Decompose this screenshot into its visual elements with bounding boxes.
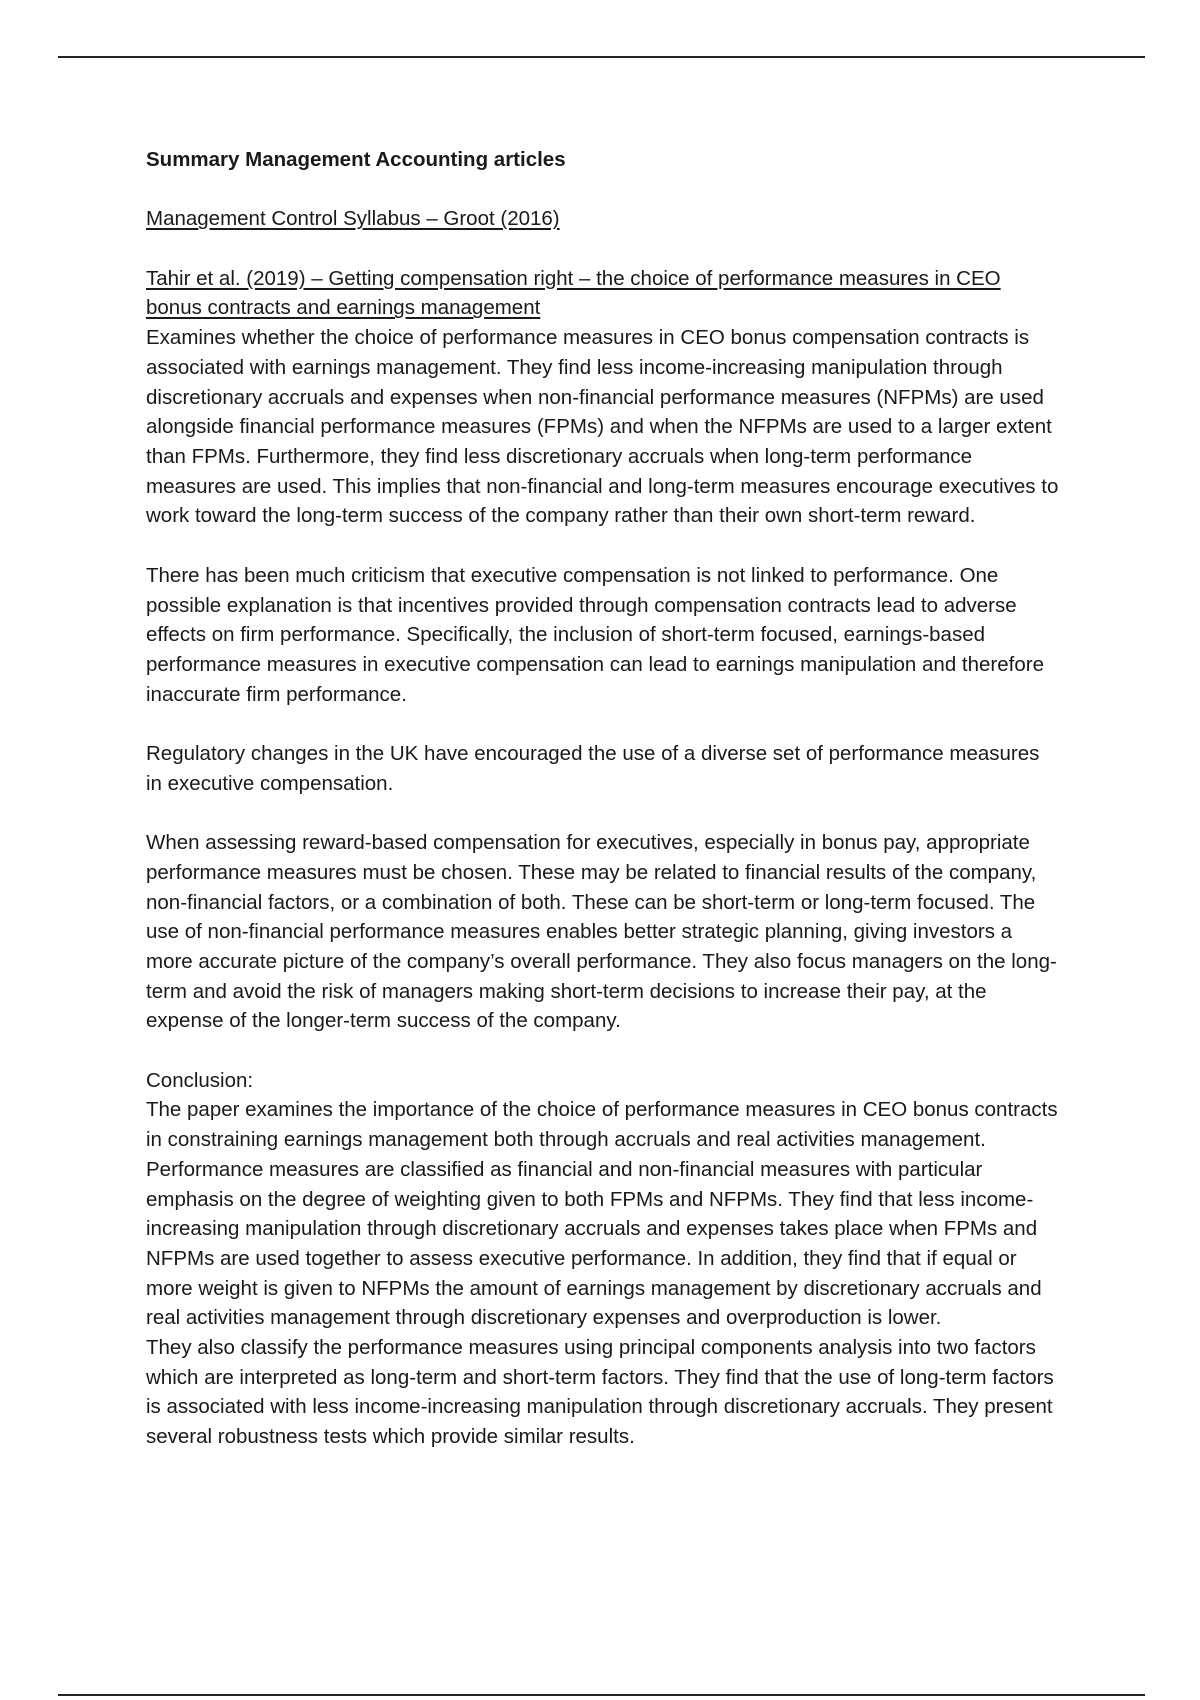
- document-body: [146, 145, 1061, 1452]
- paragraph: When assessing reward-based compensation for executives, especially in bonus pay, appropriate performance measures must be chosen. These may be related to financial results of the company, non-financial factors, or a combination of both. These can be short-term or long-term focused. The use of non-financial performance measures enables better strategic planning, giving investors a more accurate picture of the company’s overall performance. They also focus managers on the long-term and avoid the risk of managers making short-term decisions to increase their pay, at the expense of the longer-term success of the company.: [146, 831, 1057, 1033]
- conclusion-label: Conclusion:: [146, 1068, 254, 1092]
- top-divider: [58, 56, 1145, 58]
- conclusion-paragraph: The paper examines the importance of the choice of performance measures in CEO bonus contracts in constraining earnings management both through accruals and real activities management. Performance measures are classified as financial and non-financial measures with particular emphasis on the degree of weighting given to both FPMs and NFPMs. They find that less income-increasing manipulation through discretionary accruals and expenses takes place when FPMs and NFPMs are used together to assess executive performance. In addition, they find that if equal or more weight is given to NFPMs the amount of earnings management by discretionary accruals and real activities management through discretionary expenses and overproduction is lower.: [146, 1098, 1058, 1330]
- paragraph: There has been much criticism that executive compensation is not linked to performance. One possible explanation is that incentives provided through compensation contracts lead to adverse effects on firm performance. Specifically, the inclusion of short-term focused, earnings-based performance measures in executive compensation can lead to earnings manipulation and therefore inaccurate firm performance.: [146, 563, 1044, 706]
- paragraph: Examines whether the choice of performance measures in CEO bonus compensation contracts is associated with earnings management. They find less income-increasing manipulation through discretionary accruals and expenses when non-financial performance measures (NFPMs) are used alongside financial performance measures (FPMs) and when the NFPMs are used to a larger extent than FPMs. Furthermore, they find less discretionary accruals when long-term performance measures are used. This implies that non-financial and long-term measures encourage executives to work toward the long-term success of the company rather than their own short-term reward.: [146, 326, 1059, 528]
- conclusion-paragraph: They also classify the performance measures using principal components analysis into two factors which are interpreted as long-term and short-term factors. They find that the use of long-term factors is associated with less income-increasing manipulation through discretionary accruals. They present several robustness tests which provide similar results.: [146, 1336, 1054, 1449]
- bottom-divider: [58, 1694, 1145, 1696]
- document-title: Summary Management Accounting articles: [146, 148, 566, 171]
- article-heading: Tahir et al. (2019) – Getting compensation right – the choice of performance measures in CEO bonus contracts and earnings management: [146, 266, 1001, 320]
- syllabus-heading: Management Control Syllabus – Groot (2016): [146, 207, 560, 231]
- spacer: [146, 234, 1061, 264]
- paragraph: Regulatory changes in the UK have encouraged the use of a diverse set of performance measures in executive compensation.: [146, 742, 1040, 795]
